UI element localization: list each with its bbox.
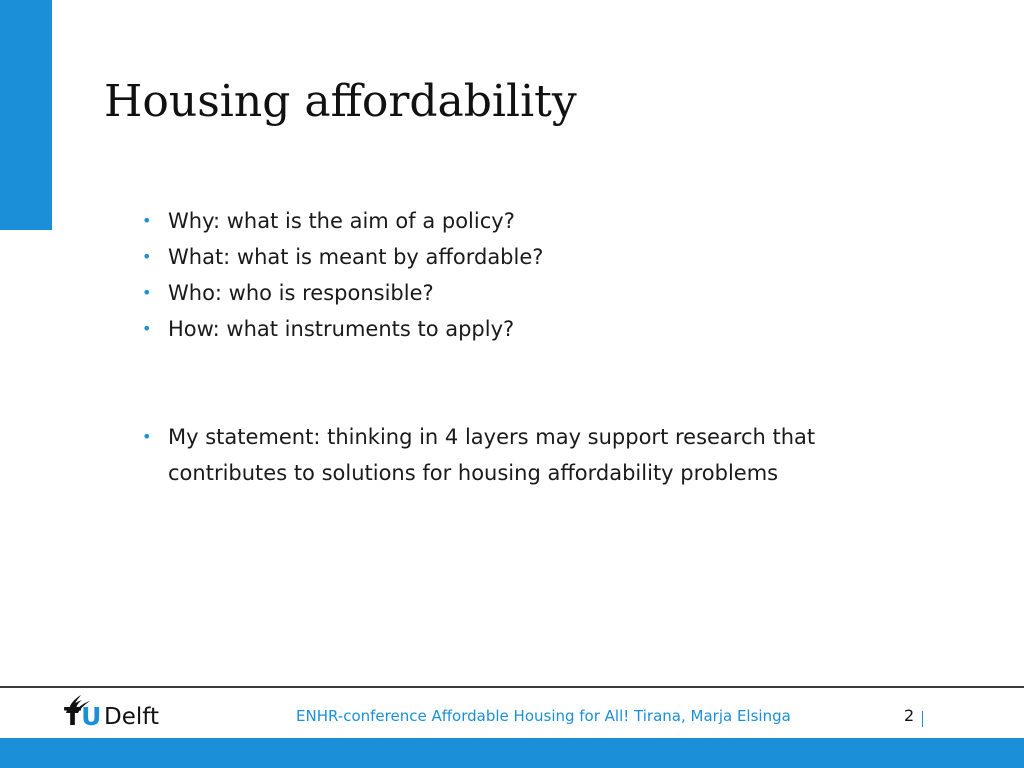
logo-tu [64, 703, 101, 731]
logo-u: U [81, 702, 102, 731]
bullet-item-statement [142, 419, 902, 491]
bullet-text: Who: who is responsible? [168, 281, 434, 305]
accent-bar [0, 0, 52, 230]
bullet-item [142, 311, 902, 347]
bullet-marker: • [142, 247, 152, 266]
tu-delft-logo [62, 694, 172, 734]
bullet-item [142, 275, 902, 311]
bullet-item [142, 203, 902, 239]
bullet-text: My statement: thinking in 4 layers may support research that contributes to solutions for housing affordability problems [168, 425, 816, 485]
bullet-marker: • [142, 211, 152, 230]
page-number: 2 [904, 706, 915, 725]
slide-title: Housing affordability [104, 76, 577, 127]
page-number-separator [922, 711, 923, 727]
bullet-text: What: what is meant by affordable? [168, 245, 544, 269]
bullet-text: Why: what is the aim of a policy? [168, 209, 515, 233]
bullet-list [142, 203, 902, 491]
bullet-marker: • [142, 427, 152, 446]
bullet-item [142, 239, 902, 275]
logo-t: T [64, 702, 82, 731]
bullet-text: How: what instruments to apply? [168, 317, 515, 341]
footer-caption: ENHR-conference Affordable Housing for All! Tirana, Marja Elsinga [296, 707, 791, 725]
footer-bar [0, 738, 1024, 768]
bullet-marker: • [142, 283, 152, 302]
logo-delft: Delft [104, 704, 159, 730]
footer-divider [0, 686, 1024, 688]
bullet-marker: • [142, 319, 152, 338]
